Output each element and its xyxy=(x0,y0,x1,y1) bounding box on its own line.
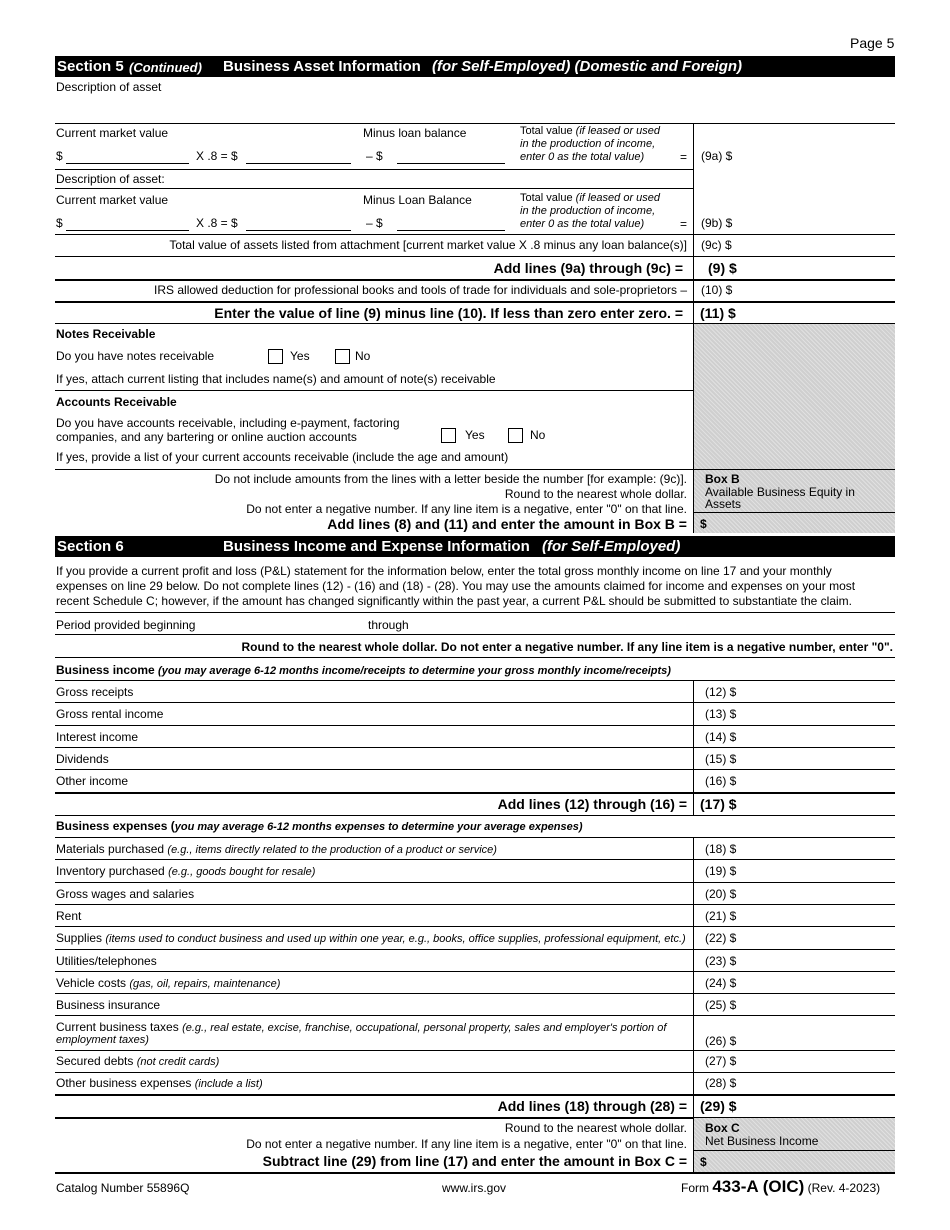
expense-line-label: Utilities/telephones xyxy=(56,954,157,968)
expense-heading: Business expenses (you may average 6-12 months expenses to determine your average expenses) xyxy=(56,819,583,833)
expense-line-text xyxy=(56,909,81,924)
rule xyxy=(55,1050,895,1051)
loan-balance-field-9a[interactable] xyxy=(397,163,505,164)
rule xyxy=(55,657,895,658)
income-line-amount[interactable]: (15) $ xyxy=(705,752,737,766)
rule xyxy=(55,882,895,883)
section6-header xyxy=(55,536,895,557)
yes-label: Yes xyxy=(465,428,485,442)
reduced-value-field-9b[interactable] xyxy=(246,230,351,231)
expense-line-label: Gross wages and salaries xyxy=(56,887,195,901)
section6-intro-2: expenses on line 29 below. Do not complete lines (12) - (16) and (18) - (28). You may use the amounts claimed for income and expenses on your most xyxy=(56,579,856,593)
page-number: Page 5 xyxy=(850,35,895,51)
boxc-note-2: Do not enter a negative number. If any line item is a negative, enter "0" on that line. xyxy=(246,1137,687,1151)
expense-line-amount[interactable]: (21) $ xyxy=(705,909,737,923)
rule xyxy=(55,837,895,838)
rule xyxy=(55,169,693,170)
rule xyxy=(55,469,895,470)
rule xyxy=(55,256,895,257)
rule xyxy=(55,612,895,613)
line-26-label[interactable]: (26) $ xyxy=(705,1034,737,1048)
accounts-yes-checkbox[interactable] xyxy=(441,428,456,443)
expense-line-amount[interactable]: (19) $ xyxy=(705,864,737,878)
rule xyxy=(55,747,895,748)
expense-line-text xyxy=(56,954,157,969)
expense-line-text xyxy=(56,931,686,946)
income-line-amount[interactable]: (13) $ xyxy=(705,707,737,721)
boxb-subtitle-1: Available Business Equity in xyxy=(705,485,855,499)
section5-continued: (Continued) xyxy=(129,60,202,75)
line-27-label[interactable]: (27) $ xyxy=(705,1054,737,1068)
line-28-text: Other business expenses (include a list) xyxy=(56,1076,263,1090)
line-29-label: (29) $ xyxy=(700,1098,737,1114)
total-value-note-b2: in the production of income, xyxy=(520,205,656,217)
boxb-note-3: Do not enter a negative number. If any line item is a negative, enter "0" on that line. xyxy=(246,502,687,516)
line-11-label: (11) $ xyxy=(700,305,736,321)
current-market-value-label: Current market value xyxy=(56,126,169,140)
expense-line-amount[interactable]: (18) $ xyxy=(705,842,737,856)
line-11-description: Enter the value of line (9) minus line (10). If less than zero enter zero. = xyxy=(214,305,683,321)
section5-title: Business Asset Information xyxy=(223,58,421,75)
section6-label: Section 6 xyxy=(57,538,124,555)
minus-loan-balance-label: Minus loan balance xyxy=(363,126,467,140)
rule xyxy=(55,1072,895,1073)
desc-asset-label: Description of asset xyxy=(56,80,162,94)
market-value-field-9b[interactable] xyxy=(66,230,189,231)
section6-subtitle: (for Self-Employed) xyxy=(542,538,681,555)
income-line-label: Gross rental income xyxy=(56,707,164,721)
boxc-instruction: Subtract line (29) from line (17) and enter the amount in Box C = xyxy=(262,1153,687,1169)
expense-line-label: Vehicle costs xyxy=(56,976,127,990)
rule xyxy=(55,1015,895,1016)
rule xyxy=(55,234,895,235)
boxc-dollar[interactable]: $ xyxy=(700,1155,707,1169)
expense-line-label: Supplies xyxy=(56,931,103,945)
reduced-value-field-9a[interactable] xyxy=(246,163,351,164)
expense-line-text xyxy=(56,864,315,879)
boxb-subtitle-2: Assets xyxy=(705,497,742,511)
income-line-amount[interactable]: (16) $ xyxy=(705,774,737,788)
line-9c-description: Total value of assets listed from attachment [current market value X .8 minus any loan balance(s)] xyxy=(169,238,687,252)
expense-line-label: Business insurance xyxy=(56,998,161,1012)
rule xyxy=(55,680,895,681)
no-label: No xyxy=(355,349,371,363)
accounts-question-2: companies, and any bartering or online auction accounts xyxy=(56,430,357,444)
line-9-label: (9) $ xyxy=(708,260,737,276)
period-through-label: through xyxy=(368,618,409,632)
accounts-receivable-heading: Accounts Receivable xyxy=(56,395,177,409)
expense-line-note: (e.g., items directly related to the production of a product or service) xyxy=(167,844,497,856)
rule xyxy=(55,971,895,972)
rule xyxy=(55,926,895,927)
income-line-amount[interactable]: (12) $ xyxy=(705,685,737,699)
expense-line-text xyxy=(56,976,280,991)
line-17-label: (17) $ xyxy=(700,796,737,812)
minus-loan-balance-label-2: Minus Loan Balance xyxy=(363,193,472,207)
expense-line-label: Materials purchased xyxy=(56,842,165,856)
line-10-label: (10) $ xyxy=(701,283,733,297)
line-9-description: Add lines (9a) through (9c) = xyxy=(493,260,683,276)
notes-attach-text: If yes, attach current listing that includes name(s) and amount of note(s) receivable xyxy=(56,372,496,386)
total-value-note-2: in the production of income, xyxy=(520,138,656,150)
notes-no-checkbox[interactable] xyxy=(335,349,350,364)
expense-line-amount[interactable]: (24) $ xyxy=(705,976,737,990)
income-line-label: Interest income xyxy=(56,730,139,744)
section5-subtitle: (for Self-Employed) (Domestic and Foreign) xyxy=(432,58,743,75)
rule xyxy=(55,1172,895,1174)
market-value-field-9a[interactable] xyxy=(66,163,189,164)
dollar-sign: $ xyxy=(56,216,63,230)
accounts-question-1: Do you have accounts receivable, including e-payment, factoring xyxy=(56,416,400,430)
rule xyxy=(55,634,895,635)
desc-asset-label-2: Description of asset: xyxy=(56,172,165,186)
rule xyxy=(55,702,895,703)
section6-intro-3: recent Schedule C; however, if the amount has changed significantly within the past year, a current P&L should be submitted to substantiate the claim. xyxy=(56,594,853,608)
boxb-dollar[interactable]: $ xyxy=(700,517,707,531)
expense-line-text xyxy=(56,842,497,857)
expense-line-amount[interactable]: (22) $ xyxy=(705,931,737,945)
form-id: Form 433-A (OIC) (Rev. 4-2023) xyxy=(681,1177,881,1196)
rule xyxy=(55,279,895,281)
rule xyxy=(55,301,895,303)
irs-url[interactable]: www.irs.gov xyxy=(442,1181,507,1195)
notes-question: Do you have notes receivable xyxy=(56,349,215,363)
no-label: No xyxy=(530,428,546,442)
accounts-list-text: If yes, provide a list of your current accounts receivable (include the age and amount) xyxy=(56,450,509,464)
rule xyxy=(55,815,895,816)
rule xyxy=(55,188,693,189)
line-29-description: Add lines (18) through (28) = xyxy=(497,1098,687,1114)
current-market-value-label-2: Current market value xyxy=(56,193,169,207)
section5-label: Section 5 xyxy=(57,58,124,75)
income-heading: Business income (you may average 6-12 months income/receipts to determine your gross monthly income/receipts) xyxy=(56,663,671,677)
accounts-no-checkbox[interactable] xyxy=(508,428,523,443)
loan-balance-field-9b[interactable] xyxy=(397,230,505,231)
rule xyxy=(55,725,895,726)
rule xyxy=(55,859,895,860)
line-26-note-2: employment taxes) xyxy=(56,1034,149,1046)
round-note: Round to the nearest whole dollar. Do not enter a negative number. If any line item is a negative number, enter "0". xyxy=(241,640,893,654)
equals-sign: = xyxy=(680,217,688,231)
total-value-note-b3: enter 0 as the total value) xyxy=(520,218,645,230)
minus-dollar: – $ xyxy=(366,149,383,163)
rule xyxy=(694,1150,895,1151)
expense-line-note: (e.g., goods bought for resale) xyxy=(168,866,316,878)
boxb-title: Box B xyxy=(705,472,740,486)
boxb-note-1: Do not include amounts from the lines with a letter beside the number [for example: (9c)]. xyxy=(214,472,687,486)
rule xyxy=(55,123,895,124)
catalog-number: Catalog Number 55896Q xyxy=(56,1181,190,1195)
section5-header xyxy=(55,56,895,77)
expense-line-text xyxy=(56,998,160,1013)
income-line-label: Other income xyxy=(56,774,129,788)
boxc-subtitle: Net Business Income xyxy=(705,1134,819,1148)
line-28-label[interactable]: (28) $ xyxy=(705,1076,737,1090)
section6-title: Business Income and Expense Information xyxy=(223,538,530,555)
income-line-amount[interactable]: (14) $ xyxy=(705,730,737,744)
expense-line-amount[interactable]: (20) $ xyxy=(705,887,737,901)
expense-line-amount[interactable]: (25) $ xyxy=(705,998,737,1012)
line-10-description: IRS allowed deduction for professional books and tools of trade for individuals and sole-proprietors – xyxy=(154,283,687,297)
boxb-note-2: Round to the nearest whole dollar. xyxy=(504,487,687,501)
rule xyxy=(55,769,895,770)
boxc-note-1: Round to the nearest whole dollar. xyxy=(504,1121,687,1135)
income-line-label: Gross receipts xyxy=(56,685,134,699)
boxb-instruction: Add lines (8) and (11) and enter the amount in Box B = xyxy=(327,516,687,532)
total-value-note-b: Total value (if leased or used xyxy=(520,192,661,204)
expense-line-text xyxy=(56,887,194,902)
times-point-eight: X .8 = $ xyxy=(196,149,238,163)
times-point-eight: X .8 = $ xyxy=(196,216,238,230)
section6-intro-1: If you provide a current profit and loss (P&L) statement for the information below, enter the total gross monthly income on line 17 and your monthly xyxy=(56,564,832,578)
line-9b-label: (9b) $ xyxy=(701,216,733,230)
rule xyxy=(694,512,895,513)
expense-line-label: Inventory purchased xyxy=(56,864,165,878)
expense-line-amount[interactable]: (23) $ xyxy=(705,954,737,968)
minus-dollar: – $ xyxy=(366,216,383,230)
yes-label: Yes xyxy=(290,349,310,363)
total-value-note-3: enter 0 as the total value) xyxy=(520,151,645,163)
line-17-description: Add lines (12) through (16) = xyxy=(497,796,687,812)
equals-sign: = xyxy=(680,150,688,164)
expense-line-label: Rent xyxy=(56,909,82,923)
notes-yes-checkbox[interactable] xyxy=(268,349,283,364)
notes-receivable-heading: Notes Receivable xyxy=(56,327,156,341)
rule xyxy=(55,904,895,905)
expense-line-note: (gas, oil, repairs, maintenance) xyxy=(129,978,281,990)
line-26-text: Current business taxes (e.g., real estate, excise, franchise, occupational, personal property, sales and employer's portion of xyxy=(56,1020,667,1034)
rule xyxy=(55,390,694,391)
dollar-sign: $ xyxy=(56,149,63,163)
rule xyxy=(55,993,895,994)
boxc-title: Box C xyxy=(705,1121,740,1135)
expense-line-note: (items used to conduct business and used up within one year, e.g., books, office supplies, professional equipment, etc.) xyxy=(105,933,686,945)
total-value-note: Total value (if leased or used xyxy=(520,125,661,137)
rule xyxy=(55,949,895,950)
period-beginning-label: Period provided beginning xyxy=(56,618,196,632)
line-27-text: Secured debts (not credit cards) xyxy=(56,1054,220,1068)
line-9c-label: (9c) $ xyxy=(701,238,732,252)
income-line-label: Dividends xyxy=(56,752,109,766)
line-9a-label: (9a) $ xyxy=(701,149,733,163)
rule xyxy=(55,1094,895,1096)
rule xyxy=(55,792,895,794)
